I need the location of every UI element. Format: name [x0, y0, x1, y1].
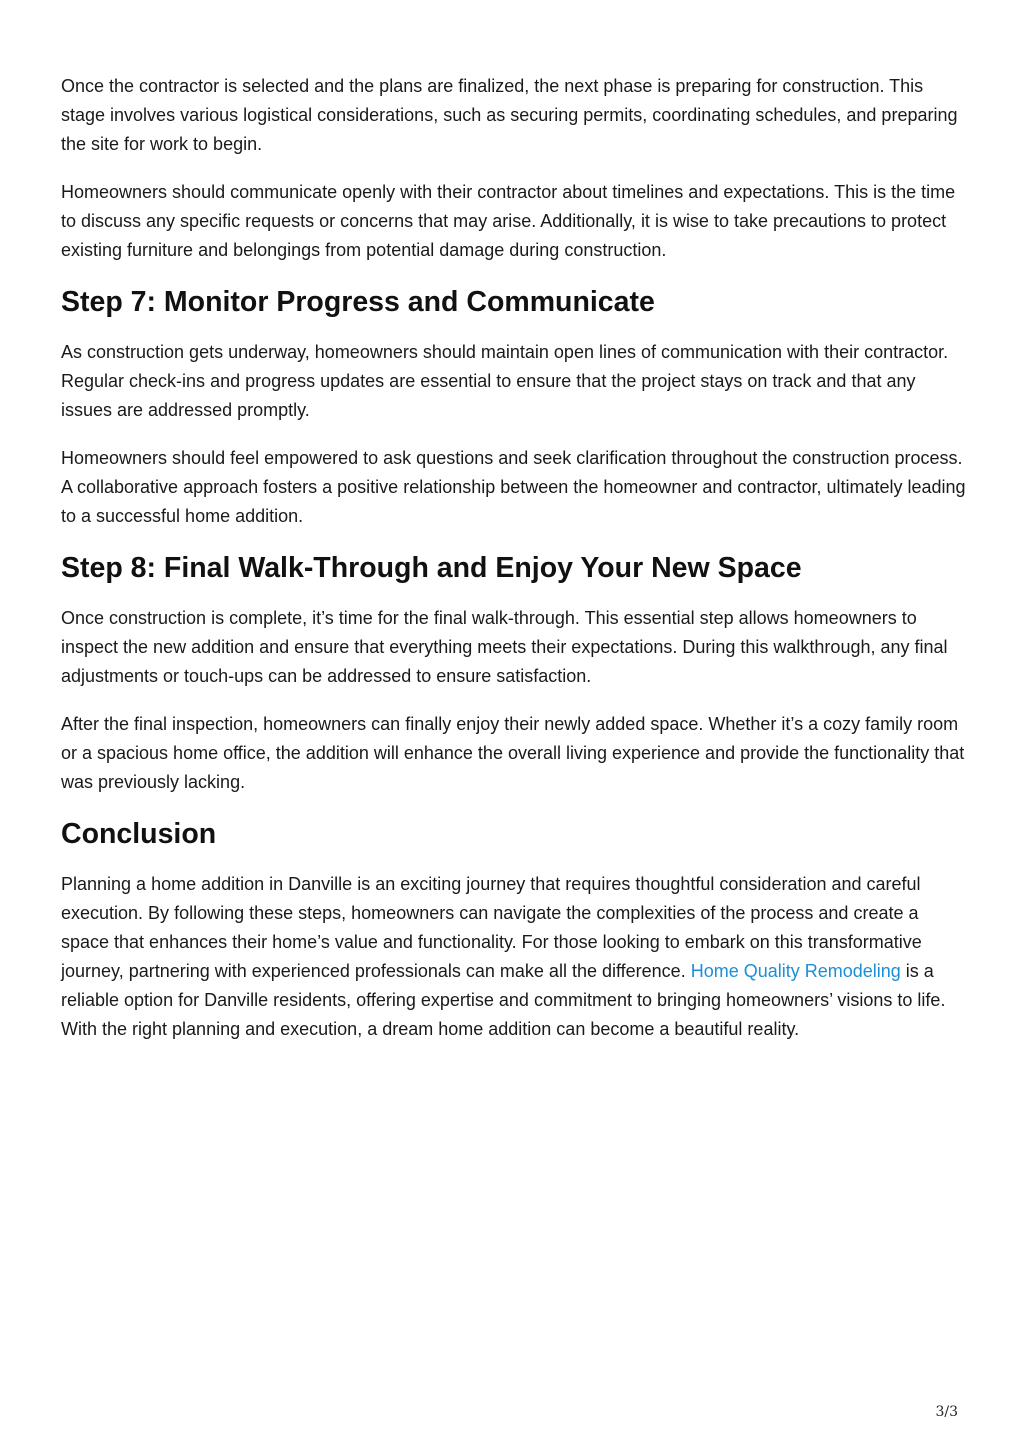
step8-heading: Step 8: Final Walk-Through and Enjoy Your New Space — [61, 552, 802, 584]
document-body — [61, 72, 966, 1063]
home-quality-remodeling-link[interactable]: Home Quality Remodeling — [690, 961, 901, 981]
conclusion-text-before-link: Planning a home addition in Danville is an exciting journey that requires thoughtful consideration and careful execution. By following these steps, homeowners can navigate the complexities of the process and create a space that enhances their home’s value and functionality. For those looking to embark on this transformative journey, partnering with experienced professionals can make all the difference. — [61, 874, 922, 981]
step7-paragraph-2: Homeowners should feel empowered to ask questions and seek clarification throughout the construction process. A collaborative approach fosters a positive relationship between the homeowner and contractor, ultimately leading to a successful home addition. — [61, 448, 966, 526]
conclusion-paragraph — [61, 870, 966, 1044]
step7-heading: Step 7: Monitor Progress and Communicate — [61, 286, 655, 318]
page-number: 3/3 — [935, 1404, 958, 1420]
conclusion-heading: Conclusion — [61, 818, 217, 850]
step8-paragraph-2: After the final inspection, homeowners can finally enjoy their newly added space. Whether it’s a cozy family room or a spacious home office, the addition will enhance the overall living experience and provide the functionality that was previously lacking. — [61, 714, 965, 792]
intro-paragraph-2: Homeowners should communicate openly with their contractor about timelines and expectations. This is the time to discuss any specific requests or concerns that may arise. Additionally, it is wise to take precautions to protect existing furniture and belongings from potential damage during construction. — [61, 182, 956, 260]
intro-paragraph-1: Once the contractor is selected and the plans are finalized, the next phase is preparing for construction. This stage involves various logistical considerations, such as securing permits, coordinating schedules, and preparing the site for work to begin. — [61, 76, 958, 154]
step8-paragraph-1: Once construction is complete, it’s time for the final walk-through. This essential step allows homeowners to inspect the new addition and ensure that everything meets their expectations. During this walkthrough, any final adjustments or touch-ups can be addressed to ensure satisfaction. — [61, 608, 948, 686]
step7-paragraph-1: As construction gets underway, homeowners should maintain open lines of communication with their contractor. Regular check-ins and progress updates are essential to ensure that the project stays on track and that any issues are addressed promptly. — [61, 342, 949, 420]
conclusion-text-after-link: is a reliable option for Danville residents, offering expertise and commitment to bringing homeowners’ visions to life. With the right planning and execution, a dream home addition can become a beautiful reality. — [61, 961, 946, 1039]
